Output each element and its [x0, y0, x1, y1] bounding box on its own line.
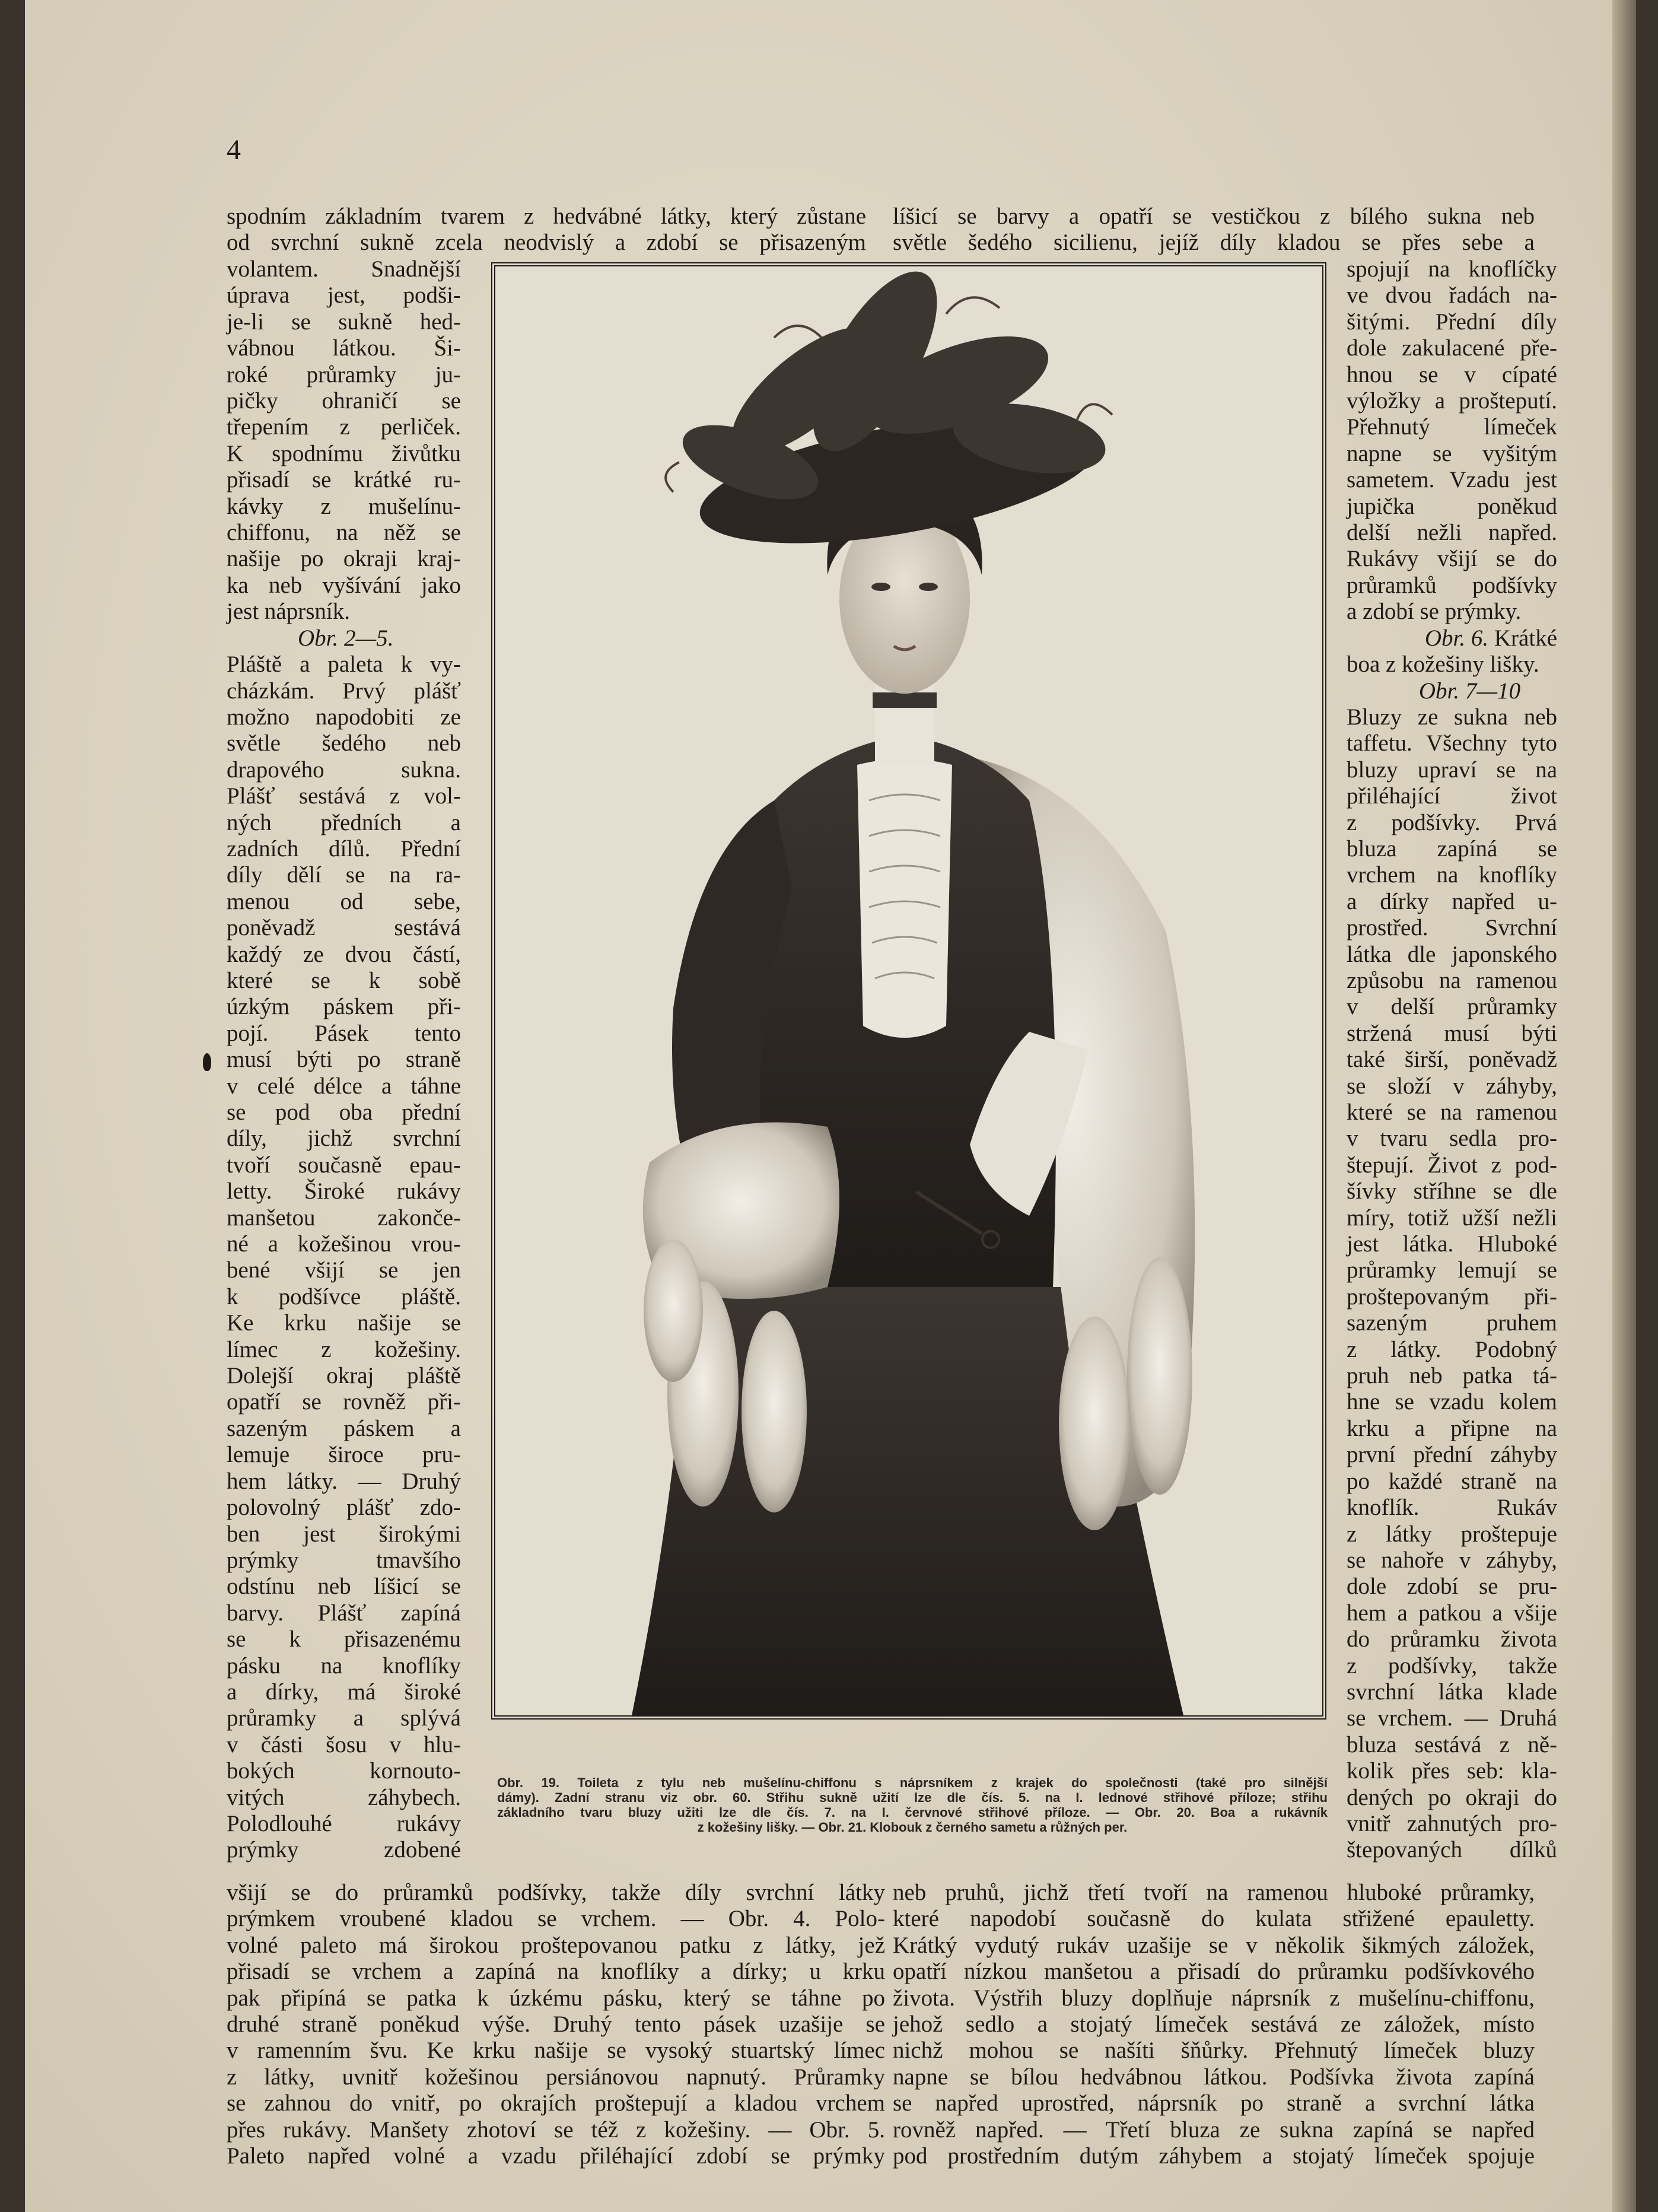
text-line: jest látka. Hluboké — [1347, 1231, 1557, 1257]
text-line: roké průramky ju- — [227, 361, 461, 387]
text-line: bluza zapíná se — [1347, 835, 1557, 862]
text-line: Polodlouhé rukávy — [227, 1810, 461, 1836]
top-left-lines — [227, 204, 866, 256]
text-line: od svrchní sukně zcela neodvislý a zdobí se přisazeným — [227, 230, 866, 256]
text-line: první přední záhyby — [1347, 1442, 1557, 1468]
text-line: spodním základním tvarem z hedvábné látky, který zůstane — [227, 204, 866, 229]
text-line: také širší, poněvadž — [1347, 1047, 1557, 1073]
text-line: prýmky tmavšího — [227, 1547, 461, 1573]
top-right-lines — [893, 204, 1535, 256]
text-line: letty. Široké rukávy — [227, 1178, 461, 1204]
text-line: díly, jichž svrchní — [227, 1126, 461, 1152]
text-line: Plášť sestává z vol- — [227, 783, 461, 809]
text-line: napne se bílou hedvábnou látkou. Podšívka života zapíná — [893, 2064, 1535, 2090]
text-line: hnou se v cípaté — [1347, 361, 1557, 387]
caption-line: z kožešiny lišky. — Obr. 21. Klobouk z černého sametu a růžných per. — [697, 1820, 1128, 1835]
text-line: kolik přes seb: kla- — [1347, 1758, 1557, 1784]
text-line: přiléhající život — [1347, 783, 1557, 809]
text-line: způsobu na ramenou — [1347, 967, 1557, 993]
text-line: odstínu neb líšicí se — [227, 1574, 461, 1600]
text-line: které se k sobě — [227, 967, 461, 993]
text-line: se složí v záhyby, — [1347, 1073, 1557, 1099]
text-line: prýmky zdobené — [227, 1837, 461, 1863]
text-line: se napřed uprostřed, náprsník po straně a svrchní látka — [893, 2090, 1535, 2116]
text-line: volantem. Snadnější — [227, 256, 461, 282]
text-line: k podšívce pláště. — [227, 1283, 461, 1310]
text-line: a dírky napřed u- — [1347, 888, 1557, 914]
text-line: volné paleto má širokou proštepovanou patku z látky, jež — [227, 1932, 885, 1958]
text-line: po každé straně na — [1347, 1468, 1557, 1494]
text-line: které se na ramenou — [1347, 1099, 1557, 1125]
bottom-right-lines — [893, 1880, 1535, 2169]
text-line: vrchem na knoflíky — [1347, 862, 1557, 888]
text-line: štepovaných dílků — [1347, 1837, 1557, 1863]
section-heading: Obr. 7—10 — [1418, 678, 1521, 704]
text-line: spojují na knoflíčky — [1347, 256, 1557, 282]
text-line: šívky stříhne se dle — [1347, 1178, 1557, 1204]
text-line: z látky proštepuje — [1347, 1521, 1557, 1547]
text-line: Paleto napřed volné a vzadu přiléhající zdobí se prýmky — [227, 2143, 885, 2169]
text-line: polovolný plášť zdo- — [227, 1495, 461, 1521]
text-line: Krátký vydutý rukáv uzašije se v několik šikmých záložek, — [893, 1932, 1535, 1958]
text-line: v části šosu v hlu- — [227, 1731, 461, 1757]
text-line: míry, totiž užší nežli — [1347, 1204, 1557, 1231]
text-line: našije po okraji kraj- — [227, 546, 461, 572]
text-line: bluzy upraví se na — [1347, 757, 1557, 783]
text-line: přes rukávy. Manšety zhotoví se též z kožešiny. — Obr. 5. — [227, 2116, 885, 2143]
text-line: v tvaru sedla pro- — [1347, 1126, 1557, 1152]
text-line: prostřed. Svrchní — [1347, 915, 1557, 941]
text-line: hem látky. — Druhý — [227, 1468, 461, 1494]
text-line: se vrchem. — Druhá — [1347, 1705, 1557, 1731]
text-line: dole zakulacené pře- — [1347, 335, 1557, 361]
text-line: všijí se do průramků podšívky, takže díly svrchní látky — [227, 1880, 885, 1905]
text-line: zadních dílů. Přední — [227, 835, 461, 862]
caption-line: základního tvaru bluzy užiti lze dle čís. 7. na I. červnové střihové příloze. — Obr. 20. Boa a rukávník — [497, 1805, 1328, 1820]
text-line: kávky z mušelínu- — [227, 493, 461, 519]
text-line: K spodnímu živůtku — [227, 440, 461, 466]
text-line: Ke krku našije se — [227, 1310, 461, 1336]
text-line: se nahoře v záhyby, — [1347, 1547, 1557, 1573]
text-line: třepením z perliček. — [227, 414, 461, 440]
text-line: neb pruhů, jichž třetí tvoří na ramenou hluboké průramky, — [893, 1880, 1535, 1905]
bottom-left-lines — [227, 1880, 885, 2169]
page-binding-edge — [1612, 0, 1636, 2212]
right-column — [1347, 256, 1557, 1864]
text-line: vitých záhybech. — [227, 1784, 461, 1810]
figure-caption — [497, 1775, 1328, 1835]
text-line: přisadí se krátké ru- — [227, 467, 461, 493]
text-line: z podšívky, takže — [1347, 1652, 1557, 1679]
text-line: štepují. Život z pod- — [1347, 1152, 1557, 1178]
text-line: bené všijí se jen — [227, 1257, 461, 1283]
text-line: tvoří současně epau- — [227, 1152, 461, 1178]
text-line: Dolejší okraj pláště — [227, 1363, 461, 1389]
text-line: se k přisazenému — [227, 1626, 461, 1652]
fashion-illustration-frame — [491, 262, 1326, 1720]
text-line: dených po okraji do — [1347, 1784, 1557, 1810]
woman-in-feathered-hat-illustration — [495, 266, 1322, 1715]
text-line: taffetu. Všechny tyto — [1347, 730, 1557, 757]
section-heading — [1347, 625, 1557, 651]
text-line: Přehnutý límeček — [1347, 414, 1557, 440]
text-line: z látky. Podobný — [1347, 1336, 1557, 1362]
text-line: látka dle japonského — [1347, 941, 1557, 967]
text-line: pojí. Pásek tento — [227, 1020, 461, 1046]
text-line: bluza sestává z ně- — [1347, 1731, 1557, 1757]
text-line: světle šedého sicilienu, jejíž díly kladou se přes sebe a — [893, 230, 1535, 256]
text-line: jupička poněkud — [1347, 493, 1557, 519]
text-line: průramky a splývá — [227, 1705, 461, 1731]
text-line: druhé straně poněkud výše. Druhý tento pásek uzašije se — [227, 2011, 885, 2038]
text-line: bokých kornouto- — [227, 1758, 461, 1784]
caption-line: Obr. 19. Toileta z tylu neb mušelínu-chiffonu s náprsníkem z krajek do společnosti (také pro silnější — [497, 1775, 1328, 1790]
figure-reference: Obr. 6. — [1424, 625, 1489, 651]
heading-text: Krátké — [1494, 625, 1557, 651]
text-line: knoflík. Rukáv — [1347, 1495, 1557, 1521]
text-line: menou od sebe, — [227, 888, 461, 914]
text-line: né a kožešinou vrou- — [227, 1231, 461, 1257]
text-line: možno napodobiti ze — [227, 704, 461, 730]
text-line: světle šedého neb — [227, 730, 461, 757]
text-line: sazeným pruhem — [1347, 1310, 1557, 1336]
text-line: Rukávy všijí se do — [1347, 546, 1557, 572]
text-line: pásku na knoflíky — [227, 1652, 461, 1679]
text-line: napne se vyšitým — [1347, 440, 1557, 466]
text-line: barvy. Plášť zapíná — [227, 1600, 461, 1626]
caption-line: dámy). Zadní stranu viz obr. 60. Střihu sukně užití lze dle čís. 5. na I. lednové střihové příloze; střihu — [497, 1790, 1328, 1805]
left-column — [227, 256, 461, 1864]
page-number: 4 — [227, 134, 241, 166]
text-line: ben jest širokými — [227, 1521, 461, 1547]
text-line: hem a patkou a všije — [1347, 1600, 1557, 1626]
text-line: musí býti po straně — [227, 1047, 461, 1073]
text-line: lemuje široce pru- — [227, 1442, 461, 1468]
text-line: svrchní látka klade — [1347, 1679, 1557, 1705]
text-line: v delší průramky — [1347, 994, 1557, 1020]
text-line: pičky ohraničí se — [227, 388, 461, 414]
text-line: sametem. Vzadu jest — [1347, 467, 1557, 493]
text-line: života. Výstřih bluzy doplňuje náprsník z mušelínu-chiffonu, — [893, 1985, 1535, 2011]
text-line: manšetou zakonče- — [227, 1204, 461, 1231]
text-line: díly dělí se na ra- — [227, 862, 461, 888]
text-line: průramků podšívky — [1347, 572, 1557, 598]
text-line: hne se vzadu kolem — [1347, 1389, 1557, 1415]
text-line: boa z kožešiny lišky. — [1347, 651, 1539, 678]
margin-ink-mark — [203, 1053, 211, 1071]
text-line: Pláště a paleta k vy- — [227, 651, 461, 678]
section-heading: Obr. 2—5. — [298, 625, 394, 651]
text-line: je-li se sukně hed- — [227, 309, 461, 335]
text-line: drapového sukna. — [227, 757, 461, 783]
text-line: límec z kožešiny. — [227, 1336, 461, 1362]
text-line: ných předních a — [227, 809, 461, 835]
text-line: stržená musí býti — [1347, 1020, 1557, 1046]
text-line: z podšívky. Prvá — [1347, 809, 1557, 835]
text-line: opatří se rovněž při- — [227, 1389, 461, 1415]
text-line: nichž mohou se našíti šňůrky. Přehnutý límeček bluzy — [893, 2038, 1535, 2064]
text-line: do průramku života — [1347, 1626, 1557, 1652]
text-line: úzkým páskem při- — [227, 994, 461, 1020]
text-line: ka neb vyšívání jako — [227, 572, 461, 598]
text-line: úprava jest, podši- — [227, 282, 461, 309]
text-line: v celé délce a táhne — [227, 1073, 461, 1099]
text-line: dole zdobí se pru- — [1347, 1574, 1557, 1600]
text-line: vábnou látkou. Ši- — [227, 335, 461, 361]
text-line: každý ze dvou částí, — [227, 941, 461, 967]
text-line: rovněž napřed. — Třetí bluza ze sukna zapíná se napřed — [893, 2116, 1535, 2143]
text-line: chiffonu, na něž se — [227, 520, 461, 546]
text-line: jest náprsník. — [227, 599, 350, 625]
text-line: přisadí se vrchem a zapíná na knoflíky a dírky; u krku — [227, 1959, 885, 1985]
text-line: poněvadž sestává — [227, 915, 461, 941]
text-line: delší nežli napřed. — [1347, 520, 1557, 546]
text-line: které napodobí současně do kulata střižené epauletty. — [893, 1906, 1535, 1932]
text-line: ve dvou řadách na- — [1347, 282, 1557, 309]
text-line: sazeným páskem a — [227, 1415, 461, 1441]
text-line: líšicí se barvy a opatří se vestičkou z bílého sukna neb — [893, 204, 1535, 229]
text-line: výložky a prošteputí. — [1347, 388, 1557, 414]
text-line: pak připíná se patka k úzkému pásku, který se táhne po — [227, 1985, 885, 2011]
text-line: a zdobí se prýmky. — [1347, 599, 1522, 625]
text-line: v ramenním švu. Ke krku našije se vysoký stuartský límec — [227, 2038, 885, 2064]
text-line: krku a připne na — [1347, 1415, 1557, 1441]
text-line: jehož sedlo a stojatý límeček sestává ze záložek, místo — [893, 2011, 1535, 2038]
text-line: Bluzy ze sukna neb — [1347, 704, 1557, 730]
text-line: vnitř zahnutých pro- — [1347, 1810, 1557, 1836]
text-line: průramky lemují se — [1347, 1257, 1557, 1283]
text-line: šitými. Přední díly — [1347, 309, 1557, 335]
text-line: cházkám. Prvý plášť — [227, 678, 461, 704]
text-line: se pod oba přední — [227, 1099, 461, 1125]
text-line: opatří nízkou manšetou a přisadí do průramku podšívkového — [893, 1959, 1535, 1985]
text-line: pruh neb patka tá- — [1347, 1363, 1557, 1389]
text-line: se zahnou do vnitř, po okrajích proštepují a kladou vrchem — [227, 2090, 885, 2116]
text-line: z látky, uvnitř kožešinou persiánovou napnutý. Průramky — [227, 2064, 885, 2090]
text-line: a dírky, má široké — [227, 1679, 461, 1705]
text-line: prýmkem vroubené kladou se vrchem. — Obr. 4. Polo- — [227, 1906, 885, 1932]
text-line: pod prostředním dutým záhybem a stojatý límeček spojuje — [893, 2143, 1535, 2169]
text-line: proštepovaným při- — [1347, 1283, 1557, 1310]
magazine-page — [25, 0, 1636, 2212]
